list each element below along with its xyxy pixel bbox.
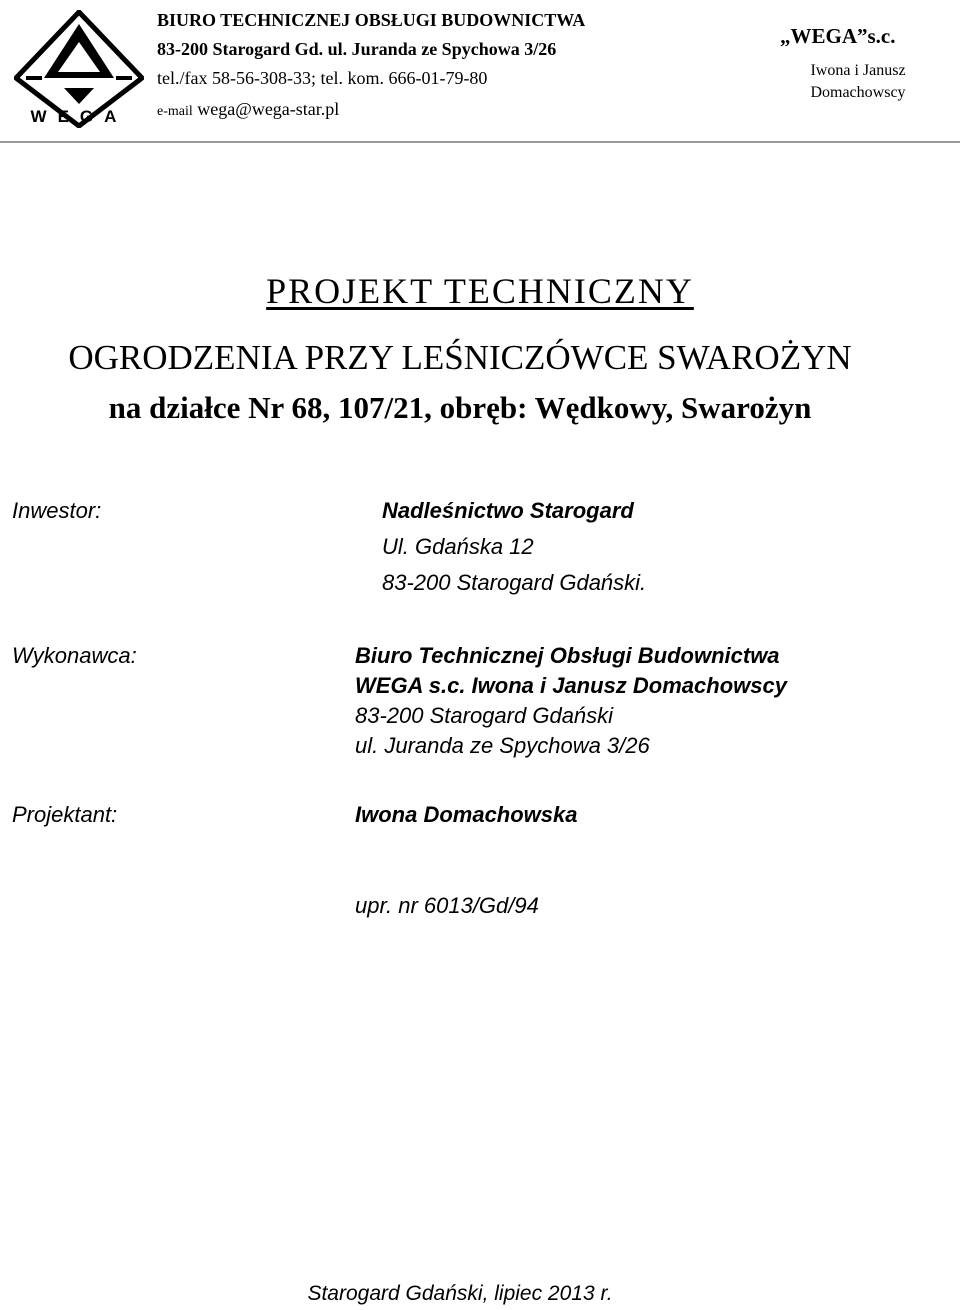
document-location: na działce Nr 68, 107/21, obręb: Wędkowy, Swarożyn	[108, 390, 812, 425]
header-divider	[0, 141, 960, 143]
document-title: PROJEKT TECHNICZNY	[266, 271, 694, 311]
contractor-name-line2: WEGA s.c. Iwona i Janusz Domachowscy	[355, 673, 787, 698]
company-email-line	[157, 99, 339, 120]
investor-city: 83-200 Starogard Gdański.	[382, 570, 647, 595]
contractor-city: 83-200 Starogard Gdański	[355, 703, 614, 728]
company-phone: tel./fax 58-56-308-33; tel. kom. 666-01-79-80	[157, 68, 488, 88]
firm-name: „WEGA”s.c.	[780, 24, 896, 48]
email-value[interactable]: wega@wega-star.pl	[197, 99, 340, 119]
contractor-street: ul. Juranda ze Spychowa 3/26	[355, 733, 650, 758]
investor-street: Ul. Gdańska 12	[382, 534, 534, 559]
designer-label: Projektant:	[12, 802, 118, 827]
place-date: Starogard Gdański, lipiec 2013 r.	[307, 1282, 613, 1305]
designer-name: Iwona Domachowska	[355, 802, 578, 827]
contractor-label: Wykonawca:	[12, 643, 137, 668]
investor-label: Inwestor:	[12, 498, 102, 523]
wega-logo	[14, 10, 144, 128]
company-name: BIURO TECHNICZNEJ OBSŁUGI BUDOWNICTWA	[157, 10, 586, 30]
designer-license: upr. nr 6013/Gd/94	[355, 893, 539, 918]
email-label: e-mail	[157, 104, 193, 119]
contractor-name-line1: Biuro Technicznej Obsługi Budownictwa	[355, 643, 780, 668]
document-subtitle: OGRODZENIA PRZY LEŚNICZÓWCE SWAROŻYN	[68, 338, 852, 377]
logo-text: WEGA	[30, 107, 128, 126]
investor-name: Nadleśnictwo Starogard	[382, 498, 634, 523]
firm-owners: Iwona i Janusz Domachowscy	[810, 62, 906, 101]
company-address: 83-200 Starogard Gd. ul. Juranda ze Spychowa 3/26	[157, 39, 557, 59]
